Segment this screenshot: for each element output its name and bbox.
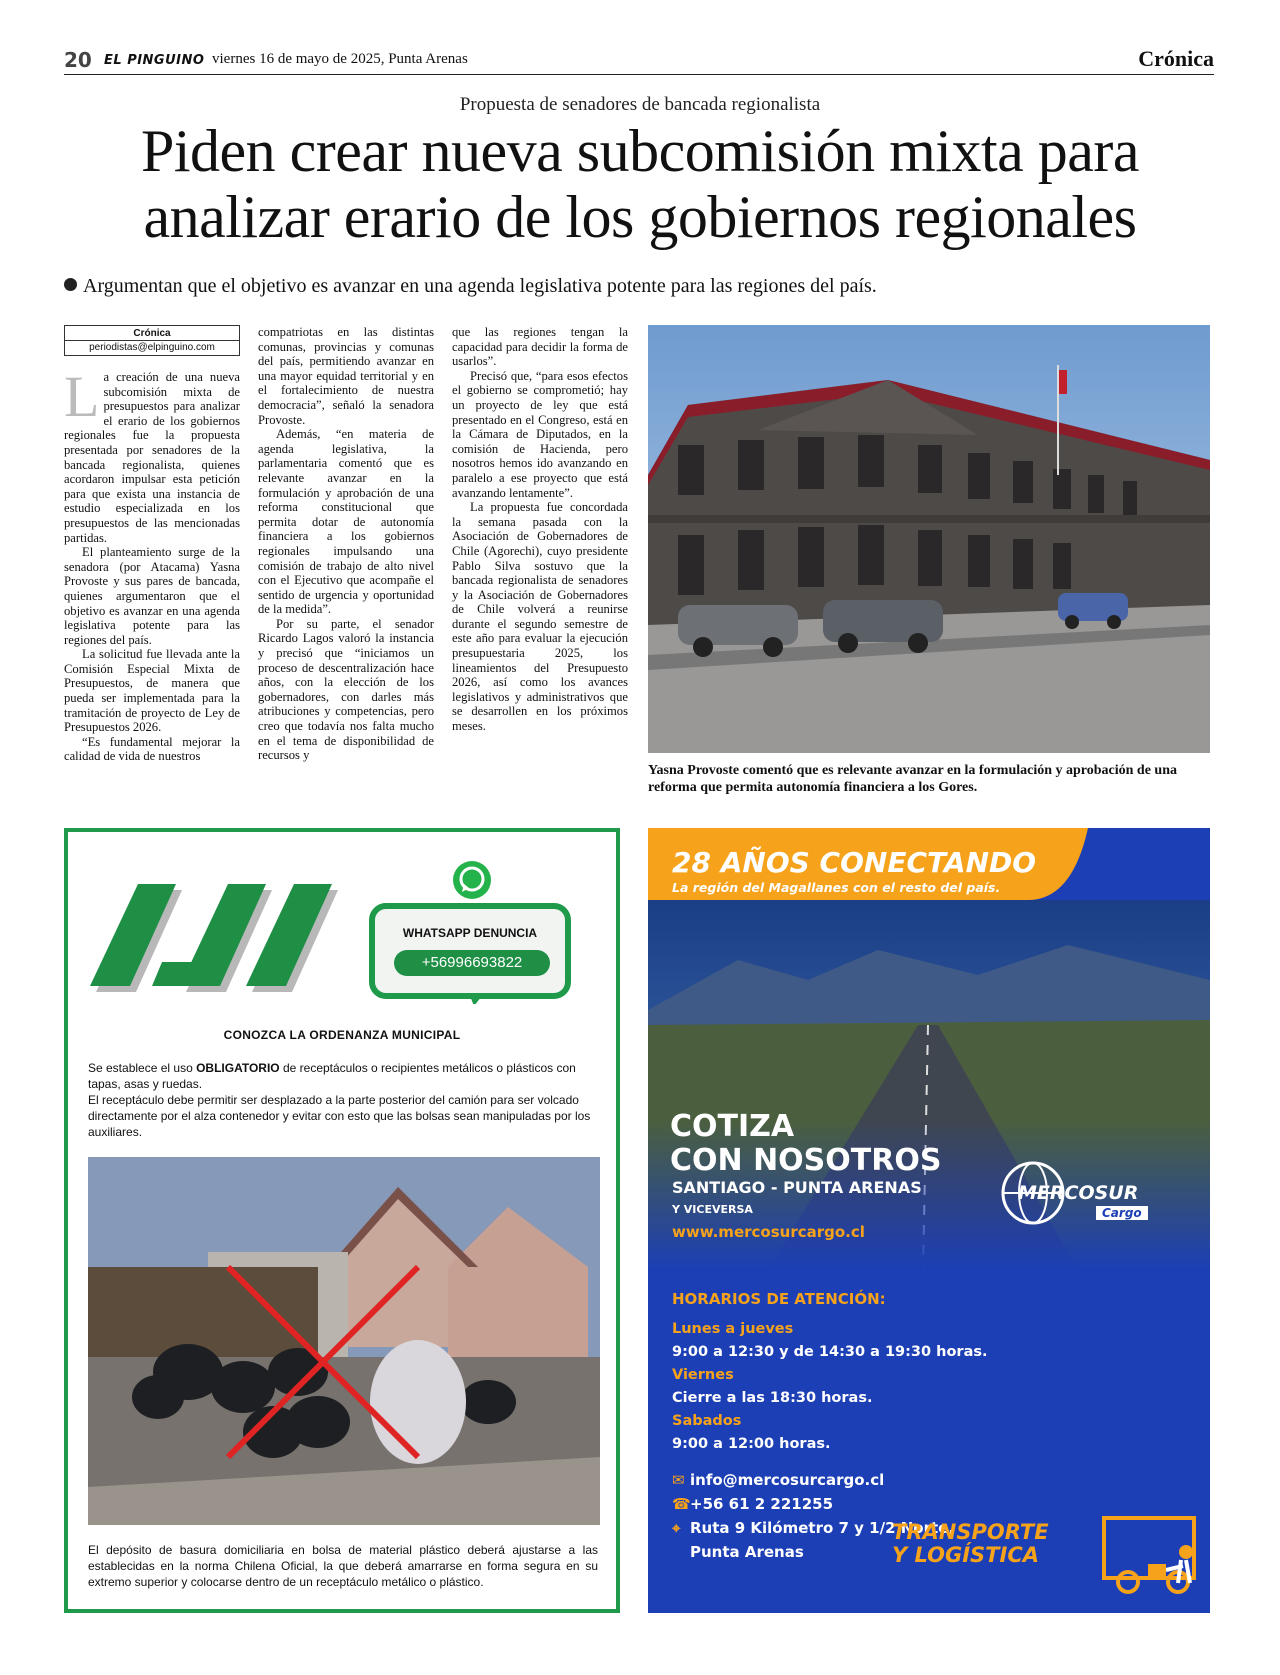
whatsapp-denuncia-box[interactable] bbox=[366, 884, 574, 994]
garbage-bags-photo bbox=[88, 1157, 600, 1525]
ordinance-paragraph: Se establece el uso OBLIGATORIO de receptáculos o recipientes metálicos o plásticos con tapas, asas y ruedas. bbox=[88, 1061, 576, 1091]
website-link[interactable]: www.mercosurcargo.cl bbox=[672, 1223, 865, 1241]
mercosur-logo bbox=[998, 1158, 1168, 1238]
ordinance-text bbox=[88, 1060, 598, 1140]
article-column-2 bbox=[258, 325, 434, 763]
paragraph: compatriotas en las distintas comunas, provincias y comunas del país, permitiendo avanzar en una mayor equidad territorial y en el fortalecimiento de nuestra democracia”, señaló la senadora Provoste. bbox=[258, 325, 434, 427]
whatsapp-icon bbox=[452, 860, 492, 900]
cta-line: COTIZA bbox=[670, 1109, 795, 1144]
cta-heading bbox=[670, 1110, 941, 1178]
tagline-line: Y LOGÍSTICA bbox=[892, 1543, 1039, 1567]
hours-day: Sabados bbox=[672, 1413, 742, 1429]
paragraph: Además, “en materia de agenda legislativa, la parlamentaria comentó que es relevante avanzar en la formulación y aprobación de una reforma constitucional que permita dotar de autonomía financiera a los gobiernos regionales impulsando una comisión de trabajo de alto nivel con el Ejecutivo que acompañe el sentido de urgencia y oportunidad de la medida”. bbox=[258, 427, 434, 617]
hours-time: 9:00 a 12:00 horas. bbox=[672, 1436, 831, 1452]
cta-line: CON NOSOTROS bbox=[670, 1143, 942, 1178]
bullet-icon bbox=[64, 278, 77, 291]
issue-date: viernes 16 de mayo de 2025, Punta Arenas bbox=[212, 51, 468, 67]
contact-phone[interactable]: ☎+56 61 2 221255 bbox=[672, 1492, 954, 1516]
photo-caption: Yasna Provoste comentó que es relevante avanzar en la formulación y aprobación de una reforma que permita autonomía financiera a los Gores. bbox=[648, 763, 1178, 795]
logo-text: MERCOSUR bbox=[1018, 1182, 1139, 1204]
route-subtext: Y VICEVERSA bbox=[672, 1203, 753, 1216]
article-kicker: Propuesta de senadores de bancada regionalista bbox=[459, 94, 821, 115]
route-text: SANTIAGO - PUNTA ARENAS bbox=[672, 1178, 922, 1197]
municipality-logo bbox=[82, 866, 352, 996]
logo-subtext: Cargo bbox=[1096, 1206, 1148, 1220]
ordinance-footer: El depósito de basura domiciliaria en bolsa de material plástico deberá ajustarse a las establecidas en la norma Chilena Oficial, la que deberá amarrarse en forma segura en su extremo superior y colocarse dentro de un receptáculo metálico o plástico. bbox=[88, 1543, 598, 1589]
contact-address-line2: Punta Arenas bbox=[690, 1543, 804, 1561]
paragraph: “Es fundamental mejorar la calidad de vida de nuestros bbox=[64, 734, 240, 764]
article-photo bbox=[648, 325, 1210, 753]
tagline-line: TRANSPORTE bbox=[892, 1520, 1049, 1544]
deck-text: Argumentan que el objetivo es avanzar en una agenda legislativa potente para las regiones del país. bbox=[83, 275, 877, 297]
paragraph: La solicitud fue llevada ante la Comisión Especial Mixta de Presupuestos, de manera que pueda ser implementada para la tramitación de proyecto de Ley de Presupuestos 2026. bbox=[64, 647, 240, 735]
garbage-bags-image bbox=[88, 1157, 600, 1525]
article-column-3 bbox=[452, 325, 628, 734]
contact-email[interactable]: ✉ info@mercosurcargo.cl bbox=[672, 1468, 954, 1492]
municipal-ordinance-ad bbox=[64, 828, 620, 1613]
phone-icon: ☎ bbox=[672, 1495, 691, 1513]
paragraph: La propuesta fue concordada la semana pasada con la Asociación de Gobernadores de Chile (Agorechi), cuyo presidente Pablo Silva sostuvo que la bancada regionalista de senadores y la Asociación de Gobernadores de Chile volverá a reunirse durante el segundo semestre de este año para evaluar la ejecución presupuestaria 2025, los lineamientos del Presupuesto 2026, así como los avances legislativos y administrativos que se desarrollen en los próximos meses. bbox=[452, 500, 628, 734]
article-column-1 bbox=[64, 325, 240, 764]
page-header bbox=[64, 48, 1214, 75]
hours-list bbox=[672, 1318, 988, 1456]
article-deck bbox=[64, 275, 1214, 298]
paragraph: El planteamiento surge de la senadora (por Atacama) Yasna Provoste y sus pares de bancada, quienes argumentaron que el objetivo es avanzar en una agenda legislativa potente para las regiones del país. bbox=[64, 545, 240, 647]
page-number: 20 bbox=[64, 48, 92, 72]
envelope-icon: ✉ bbox=[672, 1471, 685, 1489]
contact-address: ⌖ Ruta 9 Kilómetro 7 y 1/2 Norte, bbox=[672, 1516, 954, 1540]
byline-box bbox=[64, 325, 240, 356]
tagline bbox=[892, 1521, 1049, 1567]
byline-email[interactable]: periodistas@elpinguino.com bbox=[89, 342, 215, 353]
whatsapp-number[interactable]: +56996693822 bbox=[394, 950, 550, 976]
byline-section: Crónica bbox=[65, 327, 239, 341]
ordinance-paragraph: El receptáculo debe permitir ser desplazado a la parte posterior del camión para ser volcado directamente por el alza contenedor y evitar con esto que las bolsas sean manipuladas por los auxiliares. bbox=[88, 1093, 591, 1139]
hours-day: Viernes bbox=[672, 1367, 734, 1383]
mercosur-cargo-ad bbox=[648, 828, 1210, 1613]
section-name: Crónica bbox=[1138, 46, 1214, 71]
paragraph: Por su parte, el senador Ricardo Lagos valoró la instancia y precisó que “iniciamos un proceso de descentralización hace años, con la elección de los gobernadores, con darles más atribuciones y competencias, pero creo que todavía nos falta mucho en el tema de disponibilidad de recursos y bbox=[258, 616, 434, 763]
paragraph: La creación de una nueva subcomisión mixta de presupuestos para analizar el erario de los gobiernos regionales fue la propuesta presentada por senadores de la bancada regionalista, quienes acordaron impulsar esta petición para que exista una instancia de estudio especializada en los presupuestos de las mencionadas partidas. bbox=[64, 364, 240, 545]
whatsapp-badge-frame bbox=[366, 884, 574, 1004]
ordinance-title: CONOZCA LA ORDENANZA MUNICIPAL bbox=[223, 1028, 461, 1042]
ad-headline: 28 AÑOS CONECTANDO bbox=[672, 846, 1037, 879]
hours-title: HORARIOS DE ATENCIÓN: bbox=[672, 1290, 886, 1308]
paragraph: que las regiones tengan la capacidad para decidir la forma de usarlos”. bbox=[452, 325, 628, 369]
hours-day: Lunes a jueves bbox=[672, 1321, 794, 1337]
location-pin-icon: ⌖ bbox=[672, 1519, 681, 1537]
government-building-image bbox=[648, 325, 1210, 753]
hours-time: 9:00 a 12:30 y de 14:30 a 19:30 horas. bbox=[672, 1344, 988, 1360]
publication-logo: EL PINGUINO bbox=[104, 53, 205, 68]
drop-cap: L bbox=[64, 364, 100, 429]
article-headline: Piden crear nueva subcomisión mixta para analizar erario de los gobiernos regionales bbox=[140, 118, 1139, 250]
paragraph: Precisó que, “para esos efectos el gobierno se comprometió; hay un proyecto de ley que está presentado en el Congreso, está en la Cámara de Diputados, en la comisión de Hacienda, pero nosotros hemos ido avanzando en paralelo a ese proyecto que está avanzando lentamente”. bbox=[452, 368, 628, 500]
ad-subheadline: La región del Magallanes con el resto del país. bbox=[672, 880, 1001, 895]
hours-time: Cierre a las 18:30 horas. bbox=[672, 1390, 873, 1406]
whatsapp-label: WHATSAPP DENUNCIA bbox=[402, 926, 538, 940]
